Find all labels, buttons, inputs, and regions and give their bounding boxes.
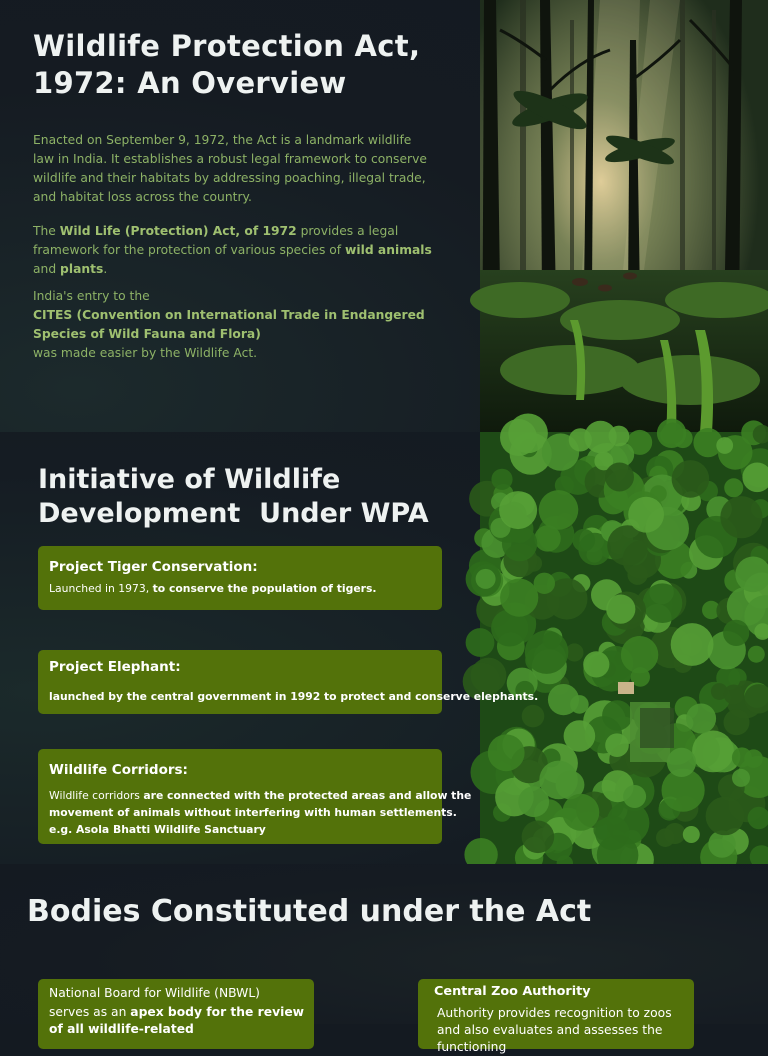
text-span: India's entry to the bbox=[33, 287, 443, 306]
nbwl-card bbox=[38, 979, 314, 1049]
text-span-bold: apex body for the review of all wildlife-related bbox=[49, 1005, 304, 1036]
cites-name: CITES (Convention on International Trade in Endangered Species of Wild Fauna and Flora) bbox=[33, 306, 443, 344]
project-elephant-body: launched by the central government in 1992 to protect and conserve elephants. bbox=[49, 688, 538, 705]
text-span-bold: movement of animals without interfering with human settlements. bbox=[49, 806, 457, 819]
wildlife-corridors-card bbox=[38, 749, 442, 844]
initiatives-title: Initiative of Wildlife Development Under WPA bbox=[38, 463, 458, 531]
text-span: . bbox=[103, 262, 107, 276]
plants-text: plants bbox=[60, 262, 103, 276]
wild-animals-text: wild animals bbox=[345, 243, 432, 257]
overview-paragraph-framework bbox=[33, 222, 433, 279]
text-span-bold: to conserve the population of tigers. bbox=[153, 582, 377, 595]
text-span: Wildlife corridors bbox=[49, 789, 143, 802]
text-span: provides a legal framework for the protection of various species of bbox=[33, 224, 398, 257]
text-span: was made easier by the Wildlife Act. bbox=[33, 344, 443, 363]
nbwl-body bbox=[49, 1004, 309, 1038]
text-span: Launched in 1973, bbox=[49, 582, 153, 595]
central-zoo-authority-body: Authority provides recognition to zoos and also evaluates and assesses the functioning bbox=[437, 1005, 682, 1056]
project-elephant-card bbox=[38, 650, 442, 714]
text-span-bold: are connected with the protected areas and allow the bbox=[143, 789, 471, 802]
overview-paragraph-enactment: Enacted on September 9, 1972, the Act is a landmark wildlife law in India. It establishes a robust legal framework to conserve wildlife and their habitats by addressing poaching, illegal trade, and habitat loss across the country. bbox=[33, 131, 433, 207]
text-span: The bbox=[33, 224, 60, 238]
text-span: serves as an bbox=[49, 1005, 130, 1019]
central-zoo-authority-title: Central Zoo Authority bbox=[434, 984, 591, 999]
nbwl-title: National Board for Wildlife (NBWL) bbox=[49, 986, 260, 1000]
initiatives-section bbox=[0, 432, 768, 864]
project-elephant-title: Project Elephant: bbox=[49, 659, 181, 675]
bodies-title: Bodies Constituted under the Act bbox=[27, 894, 591, 929]
central-zoo-authority-card bbox=[418, 979, 694, 1049]
text-span-bold: e.g. Asola Bhatti Wildlife Sanctuary bbox=[49, 823, 266, 836]
wildlife-corridors-body bbox=[49, 787, 471, 838]
act-name: Wild Life (Protection) Act, of 1972 bbox=[60, 224, 297, 238]
project-tiger-card bbox=[38, 546, 442, 610]
text-span: and bbox=[33, 262, 60, 276]
project-tiger-body bbox=[49, 580, 377, 597]
bodies-section bbox=[0, 864, 768, 1024]
overview-title: Wildlife Protection Act, 1972: An Overview bbox=[33, 28, 463, 102]
forest-canopy-photo bbox=[480, 432, 768, 864]
project-tiger-title: Project Tiger Conservation: bbox=[49, 559, 258, 575]
wildlife-corridors-title: Wildlife Corridors: bbox=[49, 762, 188, 778]
forest-photo bbox=[480, 0, 768, 432]
overview-section bbox=[0, 0, 768, 432]
overview-paragraph-cites bbox=[33, 287, 443, 363]
